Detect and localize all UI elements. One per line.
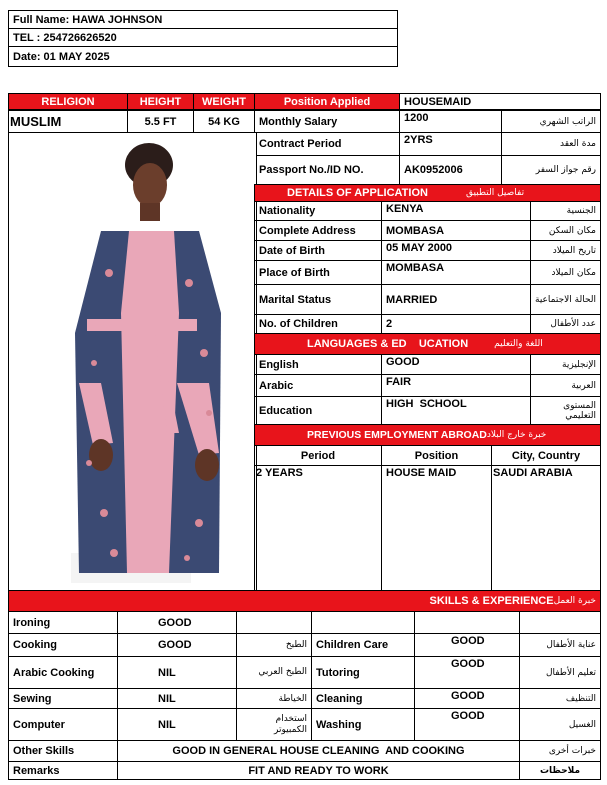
application-header [254, 184, 601, 202]
employment-col-position: Position [381, 445, 492, 466]
contract-period-label: Contract Period [254, 132, 400, 156]
skill-washing-value: GOOD [414, 708, 520, 741]
address-arabic: مكان السكن [530, 220, 601, 241]
dob-label: Date of Birth [254, 240, 382, 261]
dob-value: 05 MAY 2000 [381, 240, 531, 261]
skill-computer-value: NIL [117, 708, 237, 741]
skill-ironing-label: Ironing [8, 611, 118, 634]
remarks-label: Remarks [8, 761, 118, 780]
skill-washing-label: Washing [311, 708, 415, 741]
monthly-salary-label: Monthly Salary [254, 110, 400, 133]
skill-empty-3 [519, 611, 601, 634]
skill-tutoring-arabic: تعليم الأطفال [519, 656, 601, 689]
employment-city-value: SAUDI ARABIA [491, 465, 601, 591]
contract-period-value: 2YRS [399, 132, 502, 156]
contract-period-arabic: مدة العقد [501, 132, 601, 156]
children-label: No. of Children [254, 314, 382, 334]
education-value: HIGH SCHOOL [381, 396, 531, 425]
passport-value: AK0952006 [399, 155, 502, 185]
skill-computer-arabic: استخدام الكمبيوتر [236, 708, 312, 741]
employment-header-arabic: خبرة خارج البلاد [486, 430, 547, 440]
employment-period-value: 2 YEARS [254, 465, 382, 591]
skill-cooking-arabic: الطبخ [236, 633, 312, 657]
religion-header: RELIGION [8, 93, 128, 110]
skill-sewing-arabic: الخياطة [236, 688, 312, 709]
education-arabic: المستوى التعليمي [530, 396, 601, 425]
skill-cleaning-value: GOOD [414, 688, 520, 709]
employment-col-period: Period [254, 445, 382, 466]
nationality-value: KENYA [381, 201, 531, 221]
religion-value: MUSLIM [8, 110, 128, 133]
skills-header-arabic: خبرة العمل [553, 596, 596, 606]
skills-header [8, 590, 601, 612]
passport-arabic: رقم جواز السفر [501, 155, 601, 185]
english-label: English [254, 354, 382, 375]
position-applied-header: Position Applied [254, 93, 400, 110]
telephone: TEL : 254726626520 [8, 28, 398, 47]
place-of-birth-value: MOMBASA [381, 260, 531, 285]
skill-empty-2 [414, 611, 520, 634]
arabic-label: Arabic [254, 374, 382, 397]
arabic-arabic: العربية [530, 374, 601, 397]
marital-status-arabic: الحالة الاجتماعية [530, 284, 601, 315]
remarks-arabic: ملاحظات [519, 761, 601, 780]
skill-washing-arabic: الغسيل [519, 708, 601, 741]
employment-header [254, 424, 601, 446]
skill-ironing-value: GOOD [117, 611, 237, 634]
application-header-text: DETAILS OF APPLICATION [287, 187, 428, 199]
weight-header: WEIGHT [193, 93, 255, 110]
english-value: GOOD [381, 354, 531, 375]
skill-cleaning-label: Cleaning [311, 688, 415, 709]
children-value: 2 [381, 314, 531, 334]
address-label: Complete Address [254, 220, 382, 241]
skill-children-care-arabic: عناية الأطفال [519, 633, 601, 657]
employment-header-text: PREVIOUS EMPLOYMENT ABROAD [307, 429, 487, 441]
skill-arabic-cooking-value: NIL [117, 656, 237, 689]
education-label: Education [254, 396, 382, 425]
other-skills-arabic: خبرات أخرى [519, 740, 601, 762]
skill-arabic-cooking-label: Arabic Cooking [8, 656, 118, 689]
nationality-label: Nationality [254, 201, 382, 221]
position-applied-value: HOUSEMAID [399, 93, 601, 110]
monthly-salary-arabic: الراتب الشهري [501, 110, 601, 133]
remarks-value: FIT AND READY TO WORK [117, 761, 520, 780]
other-skills-label: Other Skills [8, 740, 118, 762]
skill-cooking-value: GOOD [117, 633, 237, 657]
marital-status-label: Marital Status [254, 284, 382, 315]
applicant-photo [8, 132, 257, 593]
dob-arabic: تاريخ الميلاد [530, 240, 601, 261]
skill-empty-1 [311, 611, 415, 634]
skill-computer-label: Computer [8, 708, 118, 741]
marital-status-value: MARRIED [381, 284, 531, 315]
application-header-arabic: تفاصيل التطبيق [465, 188, 525, 198]
skill-cleaning-arabic: التنظيف [519, 688, 601, 709]
date: Date: 01 MAY 2025 [8, 46, 398, 67]
skill-tutoring-label: Tutoring [311, 656, 415, 689]
height-header: HEIGHT [127, 93, 194, 110]
skill-children-care-label: Children Care [311, 633, 415, 657]
languages-header-arabic: اللغة والتعليم [494, 339, 543, 349]
height-value: 5.5 FT [127, 110, 194, 133]
nationality-arabic: الجنسية [530, 201, 601, 221]
applicant-figure [9, 133, 254, 590]
skill-cooking-label: Cooking [8, 633, 118, 657]
skill-ironing-arabic [236, 611, 312, 634]
weight-value: 54 KG [193, 110, 255, 133]
place-of-birth-label: Place of Birth [254, 260, 382, 285]
passport-label: Passport No./ID NO. [254, 155, 400, 185]
skill-sewing-label: Sewing [8, 688, 118, 709]
children-arabic: عدد الأطفال [530, 314, 601, 334]
skill-arabic-cooking-arabic: الطبخ العربي [236, 656, 312, 689]
other-skills-value: GOOD IN GENERAL HOUSE CLEANING AND COOKING [117, 740, 520, 762]
skill-tutoring-value: GOOD [414, 656, 520, 689]
address-value: MOMBASA [381, 220, 531, 241]
employment-position-value: HOUSE MAID [381, 465, 492, 591]
skill-sewing-value: NIL [117, 688, 237, 709]
place-of-birth-arabic: مكان الميلاد [530, 260, 601, 285]
full-name: Full Name: HAWA JOHNSON [8, 10, 398, 29]
skill-children-care-value: GOOD [414, 633, 520, 657]
languages-header [254, 333, 601, 355]
employment-col-city: City, Country [491, 445, 601, 466]
monthly-salary-value: 1200 [399, 110, 502, 133]
languages-header-text: LANGUAGES & ED UCATION [307, 338, 469, 350]
english-arabic: الإنجليزية [530, 354, 601, 375]
skills-header-text: SKILLS & EXPERIENCE [429, 595, 554, 607]
arabic-value: FAIR [381, 374, 531, 397]
